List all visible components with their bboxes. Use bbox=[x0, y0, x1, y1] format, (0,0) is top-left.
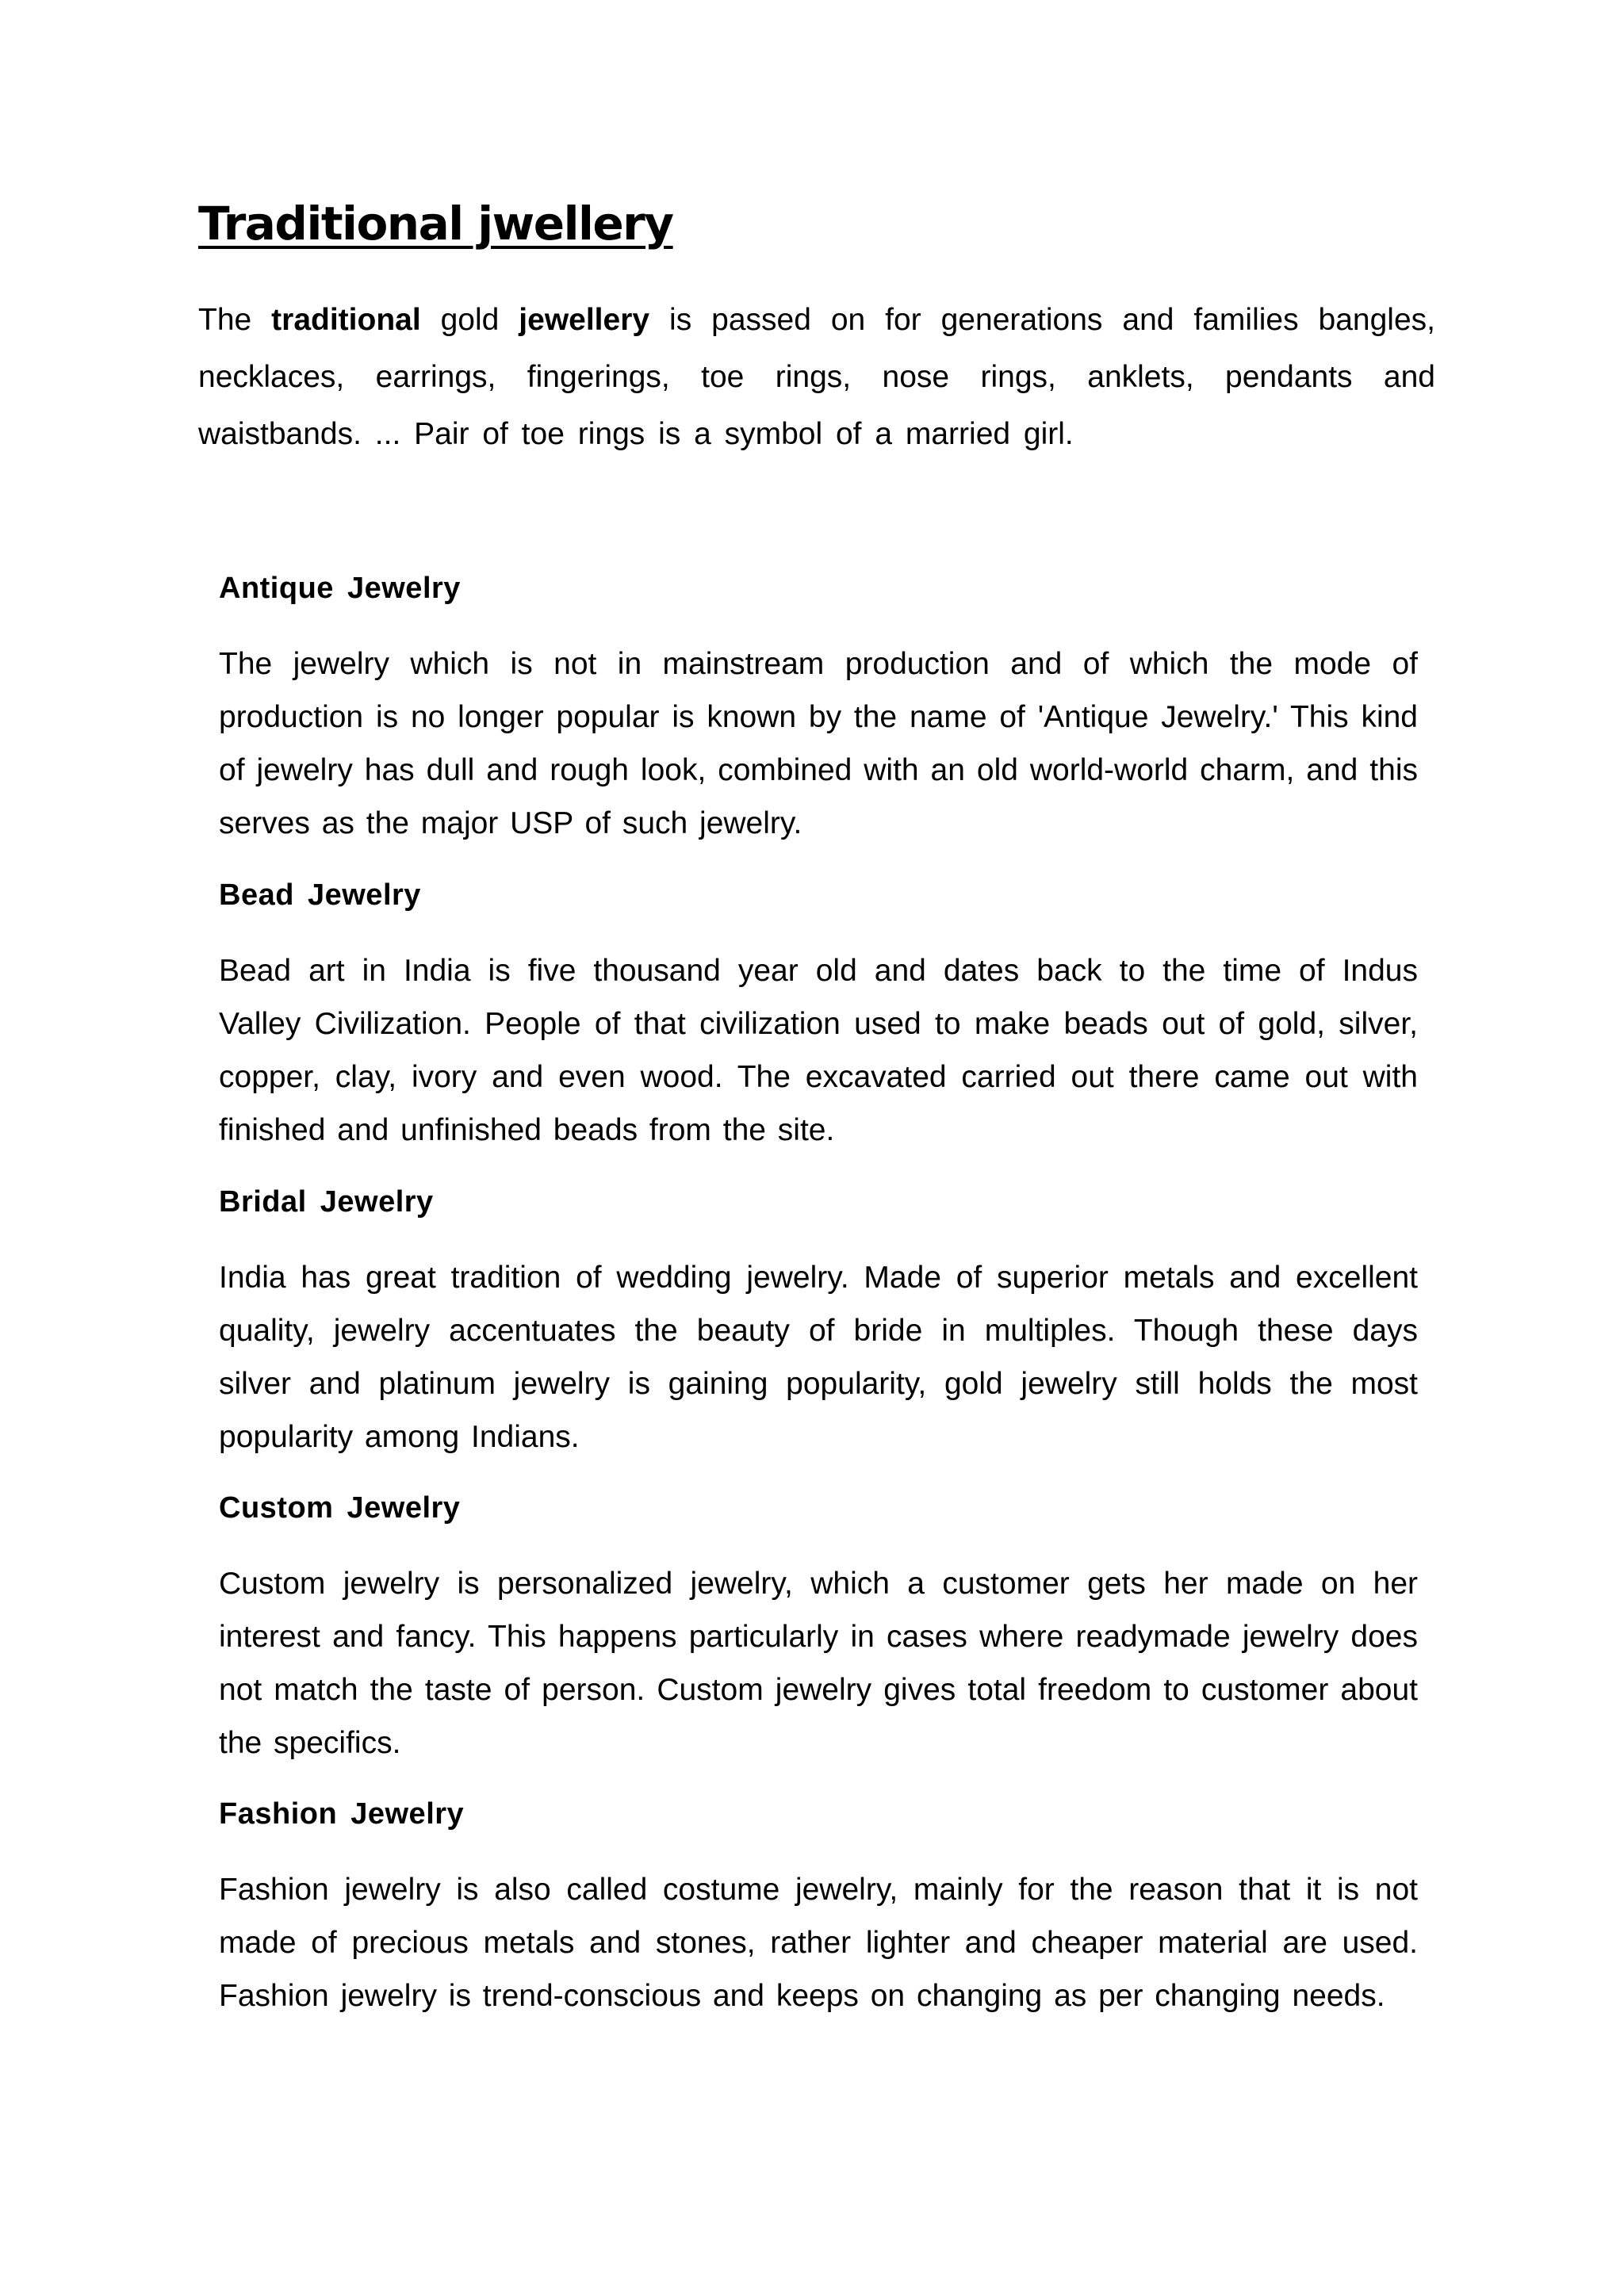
intro-paragraph bbox=[198, 292, 1435, 463]
section-heading: Fashion Jewelry bbox=[219, 1797, 465, 1831]
intro-bold-traditional: traditional bbox=[271, 303, 421, 337]
section-body: India has great tradition of wedding jewelry. Made of superior metals and excellent quality, jewelry accentuates the beauty of bride in multiples. Though these days silver and platinum jewelry is gaining popularity, gold jewelry still holds the most popularity among Indians. bbox=[219, 1261, 1418, 1454]
section-bead-jewelry bbox=[219, 878, 1418, 1157]
section-custom-jewelry bbox=[219, 1490, 1418, 1770]
section-fashion-jewelry bbox=[219, 1797, 1418, 2022]
intro-text-2: gold bbox=[420, 303, 519, 337]
section-body: Bead art in India is five thousand year old and dates back to the time of Indus Valley Civilization. People of that civilization used to make beads out of gold, silver, copper, clay, ivory and even wood. The excavated carried out there came out with finished and unfinished beads from the site. bbox=[219, 954, 1418, 1147]
intro-text-3: is passed on for generations and families bangles, necklaces, earrings, fingerings, toe rings, nose rings, anklets, pendants and waistbands. ... Pair of toe rings is a symbol of a married girl. bbox=[198, 303, 1435, 451]
section-heading: Antique Jewelry bbox=[219, 572, 461, 605]
section-antique-jewelry bbox=[219, 571, 1418, 850]
section-body: Fashion jewelry is also called costume jewelry, mainly for the reason that it is not made of precious metals and stones, rather lighter and cheaper material are used. Fashion jewelry is trend-conscious and keeps on changing as per changing needs. bbox=[219, 1873, 1418, 2013]
document-title: Traditional jwellery bbox=[198, 197, 673, 251]
section-body: The jewelry which is not in mainstream production and of which the mode of production is no longer popular is known by the name of 'Antique Jewelry.' This kind of jewelry has dull and rough look, combined with an old world-world charm, and this serves as the major USP of such jewelry. bbox=[219, 647, 1418, 840]
intro-bold-jewellery: jewellery bbox=[519, 303, 650, 337]
section-bridal-jewelry bbox=[219, 1184, 1418, 1464]
section-body: Custom jewelry is personalized jewelry, which a customer gets her made on her interest and fancy. This happens particularly in cases where readymade jewelry does not match the taste of person. Custom jewelry gives total freedom to customer about the specifics. bbox=[219, 1567, 1418, 1760]
intro-text-1: The bbox=[198, 303, 272, 337]
section-heading: Custom Jewelry bbox=[219, 1491, 461, 1525]
section-heading: Bridal Jewelry bbox=[219, 1185, 434, 1219]
section-heading: Bead Jewelry bbox=[219, 878, 421, 912]
